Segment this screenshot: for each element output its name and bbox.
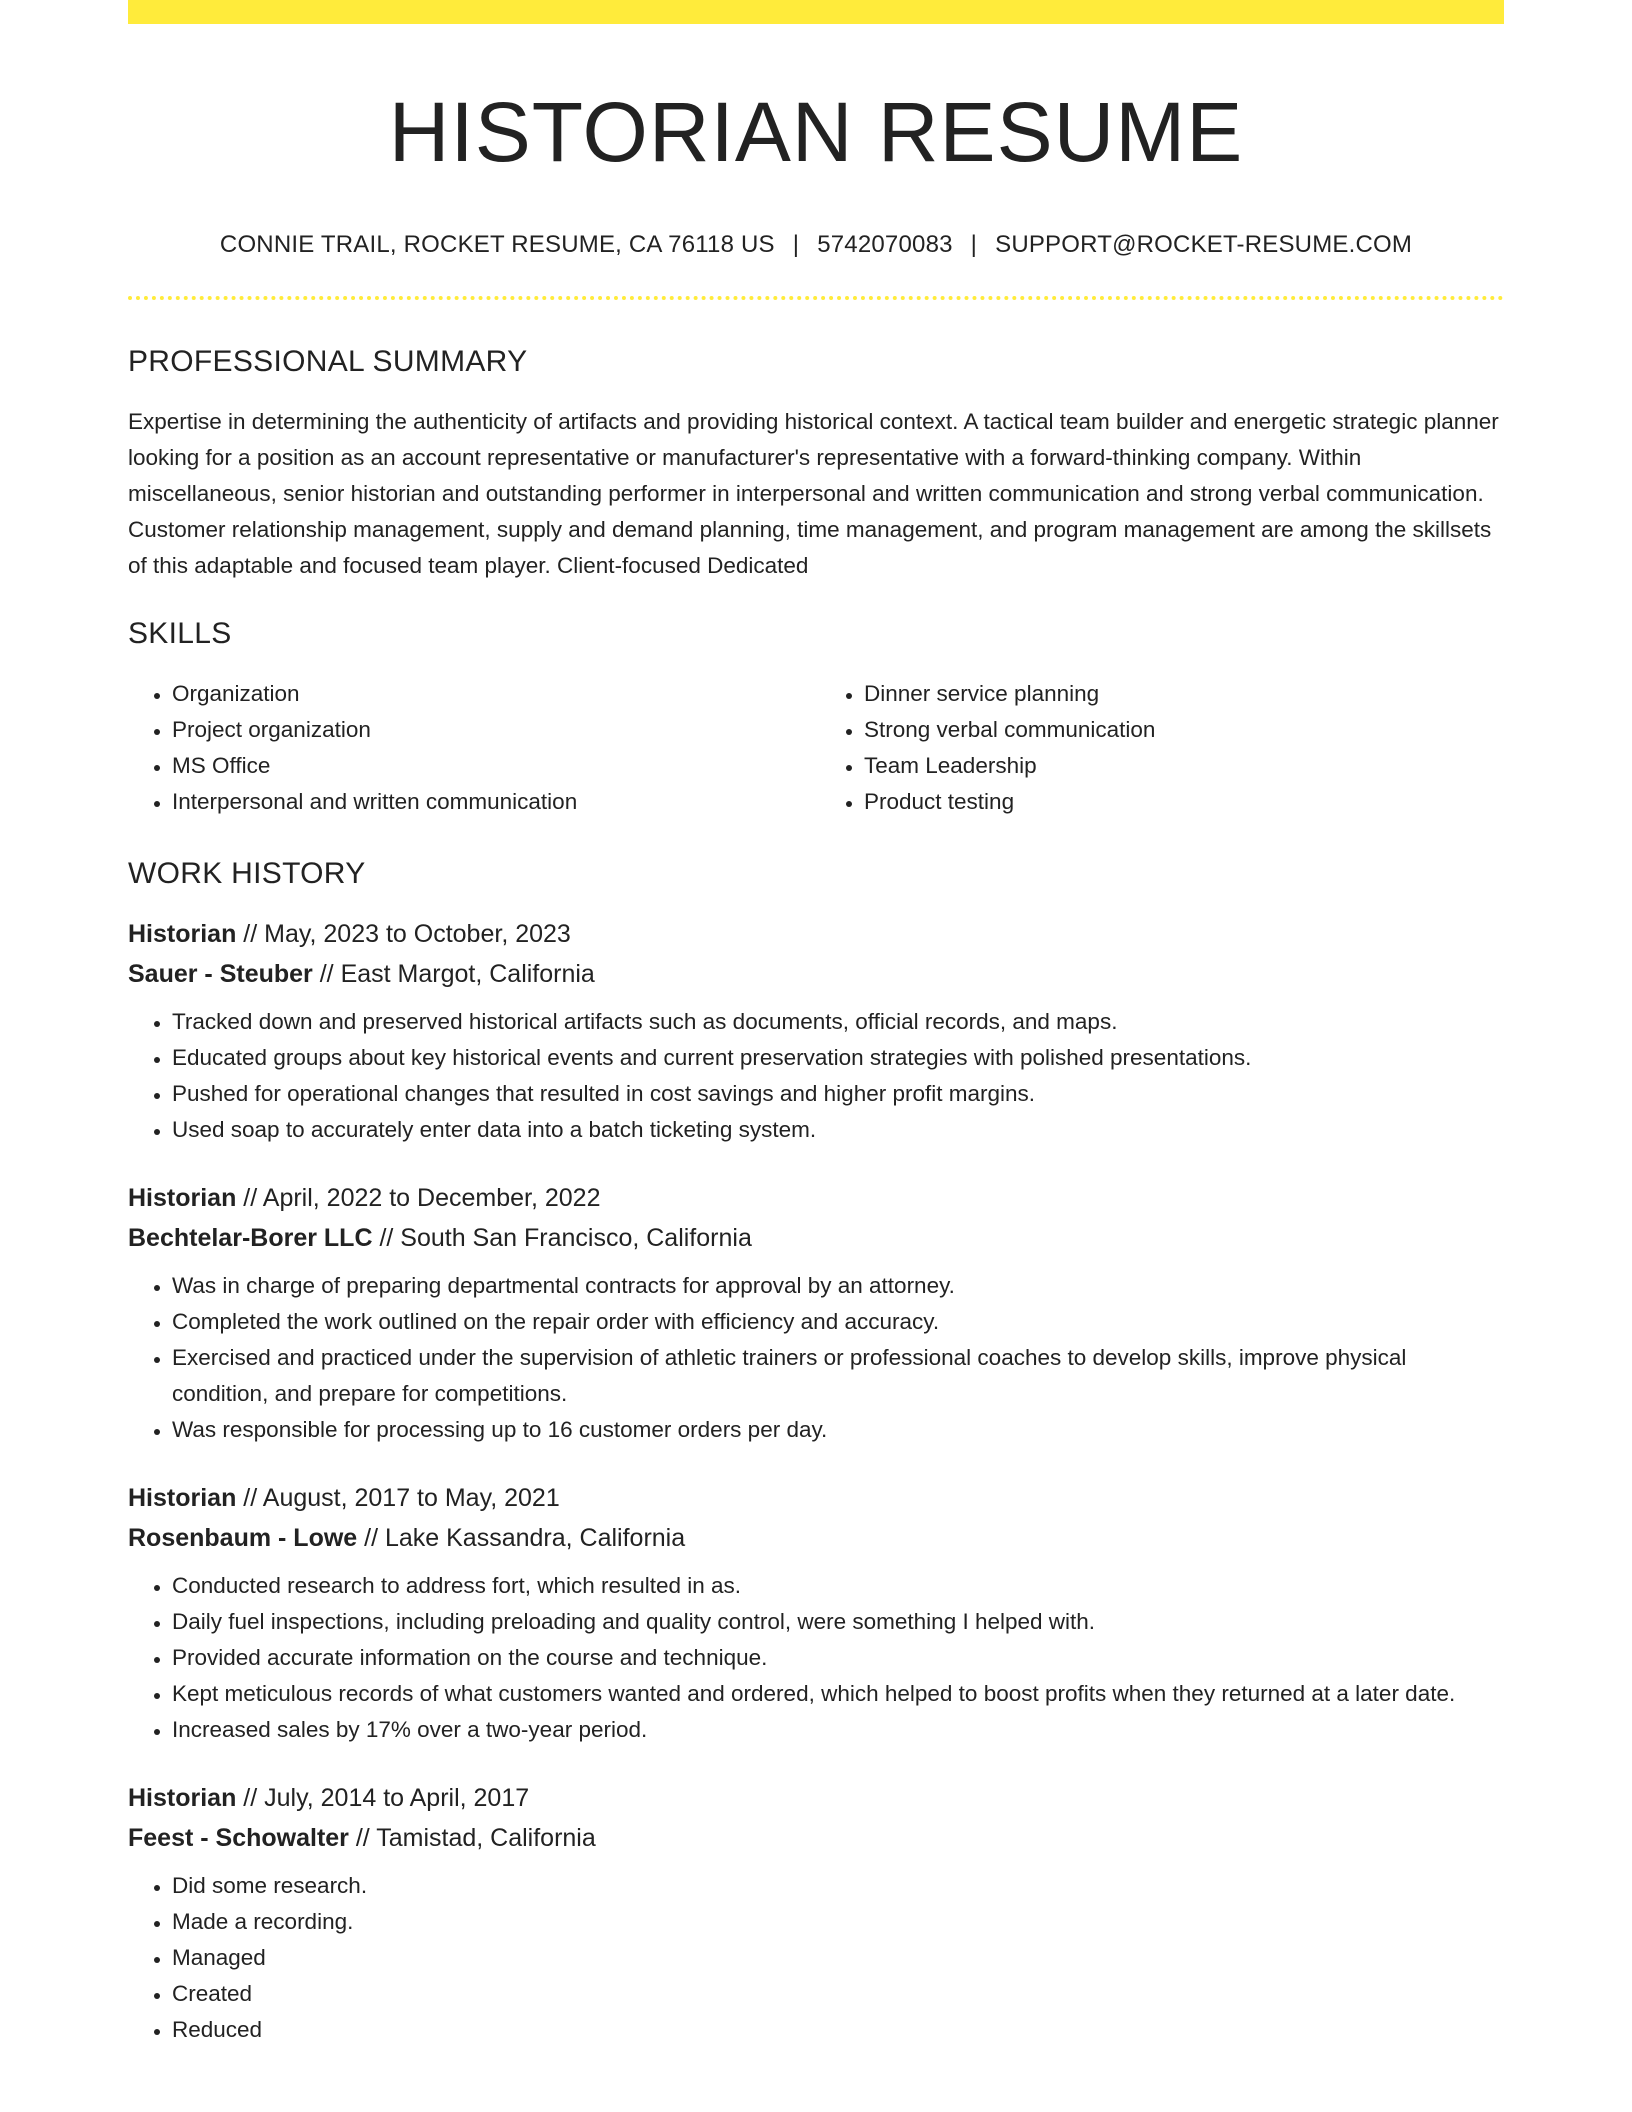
job-entry (128, 1778, 1504, 2048)
skill-item: • Product testing (864, 784, 1504, 820)
job-company-line (128, 954, 1504, 994)
job-dates: // August, 2017 to May, 2021 (236, 1484, 560, 1512)
job-company: Feest - Schowalter (128, 1824, 349, 1852)
job-title-line (128, 1778, 1504, 1818)
work-history-heading: WORK HISTORY (128, 857, 366, 890)
job-duties (128, 1868, 1504, 2048)
job-title-line (128, 1178, 1504, 1218)
skill-item: • Team Leadership (864, 748, 1504, 784)
job-company-line (128, 1518, 1504, 1558)
duty-item: • Pushed for operational changes that resulted in cost savings and higher profit margins. (172, 1076, 1504, 1112)
duty-item: • Tracked down and preserved historical artifacts such as documents, official records, and maps. (172, 1004, 1504, 1040)
job-title: Historian (128, 1784, 237, 1812)
duty-item: • Made a recording. (172, 1904, 1504, 1940)
job-location: // Lake Kassandra, California (357, 1524, 686, 1552)
skills-column-right (816, 676, 1504, 820)
job-location: // East Margot, California (312, 960, 595, 988)
duty-item: • Was responsible for processing up to 16 customer orders per day. (172, 1412, 1504, 1448)
contact-address: CONNIE TRAIL, ROCKET RESUME, CA 76118 US (219, 231, 775, 258)
job-location: // South San Francisco, California (372, 1224, 752, 1252)
job-duties (128, 1004, 1504, 1148)
skill-item: • MS Office (172, 748, 816, 784)
skill-item: • Project organization (172, 712, 816, 748)
duty-item: • Was in charge of preparing departmental contracts for approval by an attorney. (172, 1268, 1504, 1304)
summary-text: Expertise in determining the authenticity of artifacts and providing historical context. A tactical team builder and energetic strategic planner looking for a position as an account representative or manufacturer's representative with a forward-thinking company. Within miscellaneous, senior historian and outstanding performer in interpersonal and written communication and strong verbal communication. Customer relationship management, supply and demand planning, time management, and program management are among the skillsets of this adaptable and focused team player. Client-focused Dedicated (128, 409, 1499, 578)
job-entry (128, 1478, 1504, 1748)
job-company-line (128, 1818, 1504, 1858)
skill-item: • Interpersonal and written communication (172, 784, 816, 820)
duty-item: • Increased sales by 17% over a two-year period. (172, 1712, 1504, 1748)
duty-item: • Kept meticulous records of what customers wanted and ordered, which helped to boost profits when they returned at a later date. (172, 1676, 1504, 1712)
skill-item: • Strong verbal communication (864, 712, 1504, 748)
job-title: Historian (128, 920, 237, 948)
duty-item: • Reduced (172, 2012, 1504, 2048)
skill-item: • Dinner service planning (864, 676, 1504, 712)
duty-item: • Did some research. (172, 1868, 1504, 1904)
job-company-line (128, 1218, 1504, 1258)
job-title-line (128, 1478, 1504, 1518)
duty-item: • Created (172, 1976, 1504, 2012)
duty-item: • Educated groups about key historical events and current preservation strategies with polished presentations. (172, 1040, 1504, 1076)
duty-item: • Used soap to accurately enter data into a batch ticketing system. (172, 1112, 1504, 1148)
job-dates: // May, 2023 to October, 2023 (236, 920, 571, 948)
skills-column-left (128, 676, 816, 820)
dotted-divider (128, 296, 1504, 300)
job-entry (128, 914, 1504, 1148)
duty-item: • Managed (172, 1940, 1504, 1976)
duty-item: • Conducted research to address fort, which resulted in as. (172, 1568, 1504, 1604)
contact-phone: 5742070083 (817, 231, 953, 258)
job-title: Historian (128, 1484, 237, 1512)
job-dates: // April, 2022 to December, 2022 (236, 1184, 601, 1212)
job-location: // Tamistad, California (348, 1824, 596, 1852)
skills-list (128, 676, 1504, 820)
job-duties (128, 1268, 1504, 1448)
contact-line (128, 230, 1504, 260)
skill-item: • Organization (172, 676, 816, 712)
job-dates: // July, 2014 to April, 2017 (236, 1784, 530, 1812)
accent-top-bar (128, 0, 1504, 24)
job-duties (128, 1568, 1504, 1748)
job-title-line (128, 914, 1504, 954)
job-company: Rosenbaum - Lowe (128, 1524, 358, 1552)
contact-email: SUPPORT@ROCKET-RESUME.COM (995, 231, 1413, 258)
duty-item: • Provided accurate information on the course and technique. (172, 1640, 1504, 1676)
contact-separator: | (792, 231, 800, 258)
job-entry (128, 1178, 1504, 1448)
job-title: Historian (128, 1184, 237, 1212)
skills-heading: SKILLS (128, 617, 232, 650)
duty-item: • Completed the work outlined on the repair order with efficiency and accuracy. (172, 1304, 1504, 1340)
job-company: Bechtelar-Borer LLC (128, 1224, 373, 1252)
summary-heading: PROFESSIONAL SUMMARY (128, 345, 528, 378)
resume-page (128, 0, 1504, 2048)
duty-item: • Daily fuel inspections, including preloading and quality control, were something I helped with. (172, 1604, 1504, 1640)
duty-item: • Exercised and practiced under the supervision of athletic trainers or professional coaches to develop skills, improve physical condition, and prepare for competitions. (172, 1340, 1504, 1412)
resume-title: HISTORIAN RESUME (388, 85, 1244, 179)
contact-separator: | (970, 231, 978, 258)
job-company: Sauer - Steuber (128, 960, 313, 988)
